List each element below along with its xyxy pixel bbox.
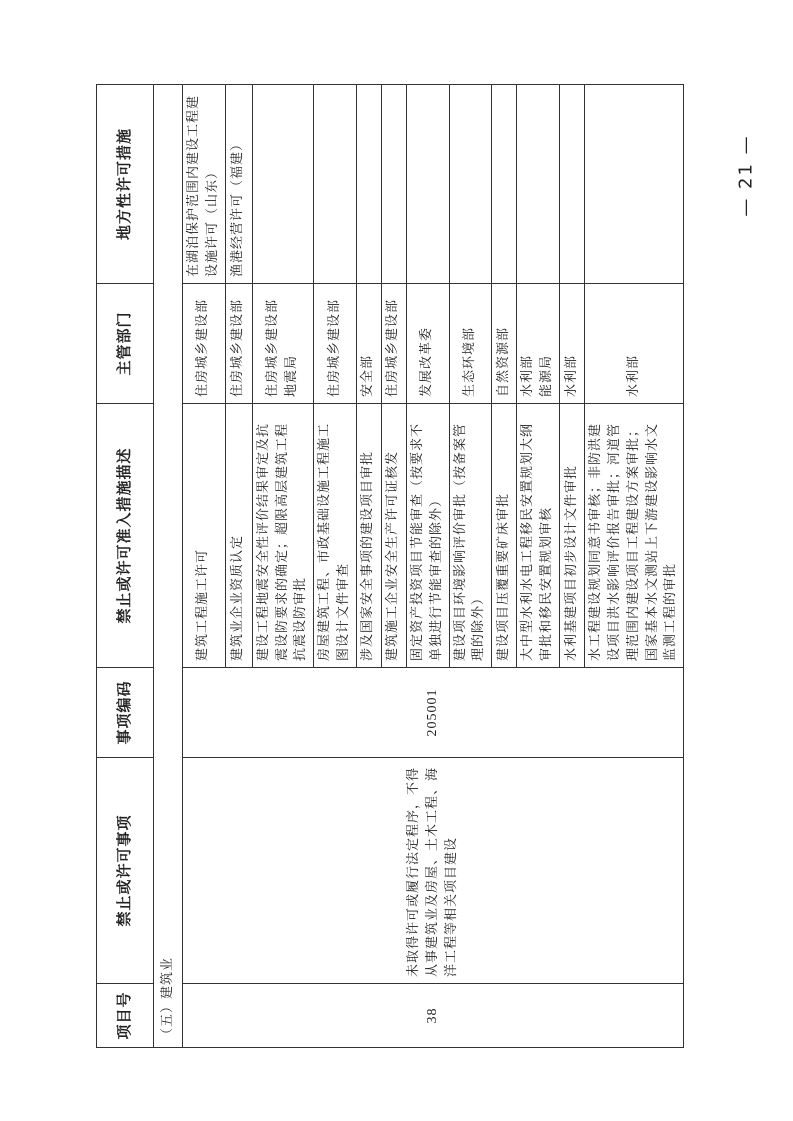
measure-local <box>449 85 492 284</box>
rotated-page <box>96 85 679 1048</box>
header-code: 事项编码 <box>97 668 154 758</box>
measure-desc: 建筑工程施工许可 <box>183 404 226 668</box>
measure-local <box>381 85 406 284</box>
measure-desc: 固定资产投资项目节能审查（按要求不单独进行节能审查的除外） <box>406 404 449 668</box>
measure-desc: 建设项目压覆重要矿床审批 <box>492 404 517 668</box>
measure-dept: 住房城乡建设部 <box>225 284 252 404</box>
measure-desc: 建设工程地震安全性评价结果审定及抗震设防要求的确定；超限高层建筑工程抗震设防审批 <box>252 404 314 668</box>
measure-desc: 水利基建项目初步设计文件审批 <box>559 404 584 668</box>
measure-local <box>314 85 357 284</box>
measure-desc: 房屋建筑工程、市政基础设施工程施工图设计文件审查 <box>314 404 357 668</box>
table-row <box>183 85 226 1048</box>
item-number: 38 <box>183 984 684 1048</box>
measure-dept: 水利部 <box>559 284 584 404</box>
measure-local <box>559 85 584 284</box>
measure-local <box>252 85 314 284</box>
measure-local <box>517 85 560 284</box>
measure-dept: 住房城乡建设部 <box>314 284 357 404</box>
header-item: 禁止或许可事项 <box>97 758 154 984</box>
section-row <box>154 85 183 1048</box>
header-local: 地方性许可措施 <box>97 85 154 284</box>
measure-dept: 生态环境部 <box>449 284 492 404</box>
measure-desc: 涉及国家安全事项的建设项目审批 <box>356 404 381 668</box>
measure-dept: 水利部 能源局 <box>517 284 560 404</box>
header-dept: 主管部门 <box>97 284 154 404</box>
measure-local <box>492 85 517 284</box>
permit-table <box>96 84 684 1048</box>
measure-desc: 建设项目环境影响评价审批（按备案管理的除外） <box>449 404 492 668</box>
measure-local: 渔港经营许可（福建） <box>225 85 252 284</box>
header-row <box>97 85 154 1048</box>
measure-dept: 住房城乡建设部 <box>381 284 406 404</box>
measure-dept: 自然资源部 <box>492 284 517 404</box>
measure-dept: 住房城乡建设部 地震局 <box>252 284 314 404</box>
measure-local <box>356 85 381 284</box>
page-number: — 21 — <box>735 134 757 217</box>
item-description: 未取得许可或履行法定程序，不得从事建筑业及房屋、土木工程、海洋工程等相关项目建设 <box>183 758 684 984</box>
header-desc: 禁止或许可准入措施描述 <box>97 404 154 668</box>
measure-desc: 大中型水利水电工程移民安置规划大纲审批和移民安置规划审核 <box>517 404 560 668</box>
measure-desc: 建筑业企业资质认定 <box>225 404 252 668</box>
measure-dept: 住房城乡建设部 <box>183 284 226 404</box>
measure-desc: 建筑施工企业安全生产许可证核发 <box>381 404 406 668</box>
measure-dept: 水利部 <box>584 284 683 404</box>
header-item-no: 项目号 <box>97 984 154 1048</box>
measure-local: 在湖泊保护范围内建设工程建设施许可（山东） <box>183 85 226 284</box>
section-title: （五）建筑业 <box>154 85 183 1048</box>
measure-local <box>584 85 683 284</box>
measure-dept: 发展改革委 <box>406 284 449 404</box>
measure-dept: 安全部 <box>356 284 381 404</box>
item-code: 205001 <box>183 668 684 758</box>
measure-local <box>406 85 449 284</box>
measure-desc: 水工程建设规划同意书审核；非防洪建设项目洪水影响评价报告审批；河道管理范围内建设项目工程建设方案审批；国家基本水文测站上下游建设影响水文监测工程的审批 <box>584 404 683 668</box>
